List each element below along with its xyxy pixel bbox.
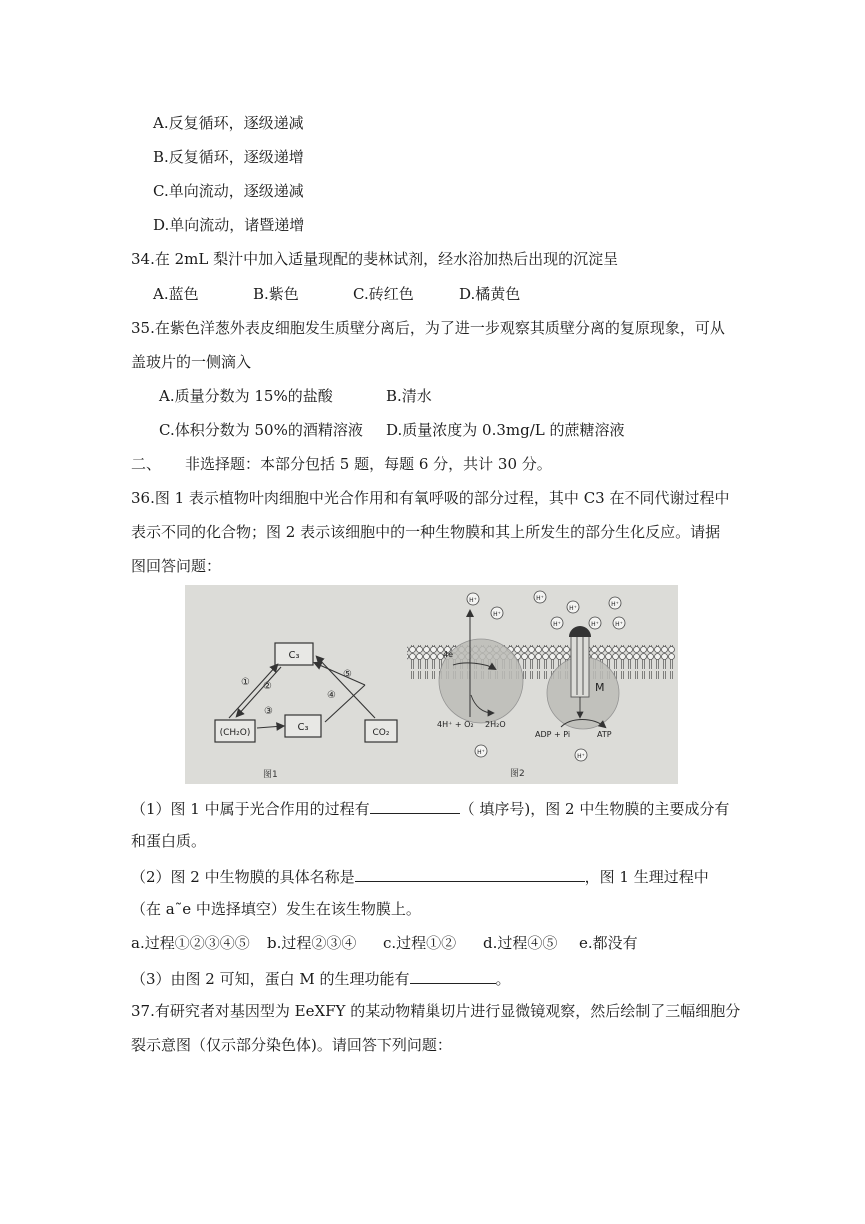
atp-label: ATP	[597, 730, 612, 739]
q37-stem-line2: 裂示意图（仅示部分染色体)。请回答下列问题：	[131, 1036, 452, 1054]
svg-text:H⁺: H⁺	[577, 753, 585, 760]
q36-stem-line1: 36.图 1 表示植物叶肉细胞中光合作用和有氧呼吸的部分过程，其中 C3 在不同代谢过程中	[131, 489, 730, 507]
svg-text:H⁺: H⁺	[553, 621, 561, 628]
arrow-step-3	[257, 726, 283, 728]
h-ion	[551, 617, 563, 629]
q36-sub3-text-b: 。	[495, 970, 511, 988]
q37-stem-line1: 37.有研究者对基因型为 EeXFY 的某动物精巢切片进行显微镜观察，然后绘制了三幅细胞分	[131, 1002, 741, 1020]
q36-sub3-text-a: （3）由图 2 可知，蛋白 M 的生理功能有	[131, 970, 410, 988]
protein-m-cap	[569, 626, 591, 637]
q36-choice-a: a.过程①②③④⑤	[131, 934, 250, 952]
figure2	[407, 591, 675, 779]
q33-option-a: A.反复循环，逐级递减	[153, 114, 304, 132]
q36-sub2-line1	[131, 865, 709, 887]
q36-sub3-blank[interactable]	[410, 967, 496, 984]
h-ion	[534, 591, 546, 603]
step-1-label: ①	[241, 677, 250, 688]
c3-top-label: C₃	[288, 650, 300, 661]
q35-option-b: B.清水	[386, 387, 432, 405]
q35-stem-line2: 盖玻片的一侧滴入	[131, 353, 252, 371]
co2-label: CO₂	[372, 728, 390, 738]
q35-options-row1	[159, 386, 432, 406]
q36-stem-line3: 图回答问题：	[131, 557, 222, 575]
q34-option-b: B.紫色	[253, 285, 299, 303]
adp-label: ADP + Pi	[535, 730, 571, 739]
h-ion	[609, 597, 621, 609]
q36-sub2-text-b: ，图 1 生理过程中	[584, 868, 709, 886]
section-text: 非选择题：本部分包括 5 题，每题 6 分，共计 30 分。	[185, 455, 552, 473]
svg-text:H⁺: H⁺	[615, 621, 623, 628]
figure-svg	[185, 585, 678, 784]
svg-text:H⁺: H⁺	[477, 749, 485, 756]
h-ion	[467, 593, 479, 605]
q36-sub1-line1	[131, 797, 729, 819]
q33-option-c: C.单向流动，逐级递减	[153, 182, 304, 200]
h-ion	[613, 617, 625, 629]
q34-stem: 34.在 2mL 梨汁中加入适量现配的斐林试剂，经水浴加热后出现的沉淀呈	[131, 250, 619, 268]
q34-option-d: D.橘黄色	[459, 285, 521, 303]
h-ion	[589, 617, 601, 629]
protein-m-label: M	[595, 681, 605, 694]
electron-label: 4e	[443, 650, 454, 659]
q36-sub1-blank1[interactable]	[370, 797, 460, 814]
section-number: 二、	[131, 455, 162, 473]
svg-text:H⁺: H⁺	[493, 611, 501, 618]
arrow-step-5	[317, 657, 375, 718]
q35-stem-line1: 35.在紫色洋葱外表皮细胞发生质壁分离后，为了进一步观察其质壁分离的复原现象，可从	[131, 319, 725, 337]
h-ion	[575, 749, 587, 761]
reactants-label: 4H⁺ + O₂	[437, 720, 474, 729]
q34-option-a: A.蓝色	[153, 285, 199, 303]
q36-figure	[185, 585, 678, 784]
q36-choices	[131, 933, 638, 953]
q36-stem-line2: 表示不同的化合物；图 2 表示该细胞中的一种生物膜和其上所发生的部分生化反应。请据	[131, 523, 721, 541]
c3-mid-label: C₃	[297, 722, 309, 733]
step-3-label: ③	[264, 706, 273, 717]
svg-text:H⁺: H⁺	[536, 595, 544, 602]
q36-sub1-text-c: 和蛋白质。	[131, 832, 207, 850]
figure1	[215, 643, 397, 780]
h-ion	[491, 607, 503, 619]
svg-text:H⁺: H⁺	[591, 621, 599, 628]
section-heading	[131, 454, 552, 474]
q35-option-c: C.体积分数为 50%的酒精溶液	[159, 421, 363, 439]
q34-option-c: C.砖红色	[353, 285, 414, 303]
figure1-caption: 图1	[263, 770, 278, 780]
q36-choice-e: e.都没有	[579, 934, 638, 952]
svg-text:H⁺: H⁺	[611, 601, 619, 608]
h-ion	[567, 601, 579, 613]
q36-sub2-blank[interactable]	[355, 865, 585, 882]
q33-option-d: D.单向流动，诸暨递增	[153, 216, 305, 234]
q36-choice-c: c.过程①②	[383, 934, 457, 952]
step-4-label: ④	[327, 690, 336, 701]
ch2o-label: (CH₂O)	[219, 728, 251, 738]
step-5-label: ⑤	[343, 669, 352, 680]
arrow-step-2	[237, 667, 281, 716]
q36-sub1-text-a: （1）图 1 中属于光合作用的过程有	[131, 800, 370, 818]
q35-option-d: D.质量浓度为 0.3mg/L 的蔗糖溶液	[386, 421, 625, 439]
svg-text:H⁺: H⁺	[569, 605, 577, 612]
q35-option-a: A.质量分数为 15%的盐酸	[159, 387, 333, 405]
step-2-label: ②	[263, 681, 272, 692]
q34-options	[153, 284, 520, 304]
q36-choice-d: d.过程④⑤	[483, 934, 558, 952]
protein-m-channel	[571, 635, 589, 697]
figure2-caption: 图2	[510, 769, 525, 779]
q36-sub3-line	[131, 967, 511, 989]
svg-text:H⁺: H⁺	[469, 597, 477, 604]
q33-option-b: B.反复循环，逐级递增	[153, 148, 304, 166]
q36-sub2-text-c: （在 a˜e 中选择填空）发生在该生物膜上。	[131, 900, 421, 918]
q36-sub2-text-a: （2）图 2 中生物膜的具体名称是	[131, 868, 355, 886]
product-label: 2H₂O	[485, 720, 506, 729]
q36-choice-b: b.过程②③④	[267, 934, 357, 952]
q36-sub1-text-b: （ 填序号)，图 2 中生物膜的主要成分有	[459, 800, 730, 818]
q35-options-row2	[159, 420, 625, 440]
h-ion	[475, 745, 487, 757]
